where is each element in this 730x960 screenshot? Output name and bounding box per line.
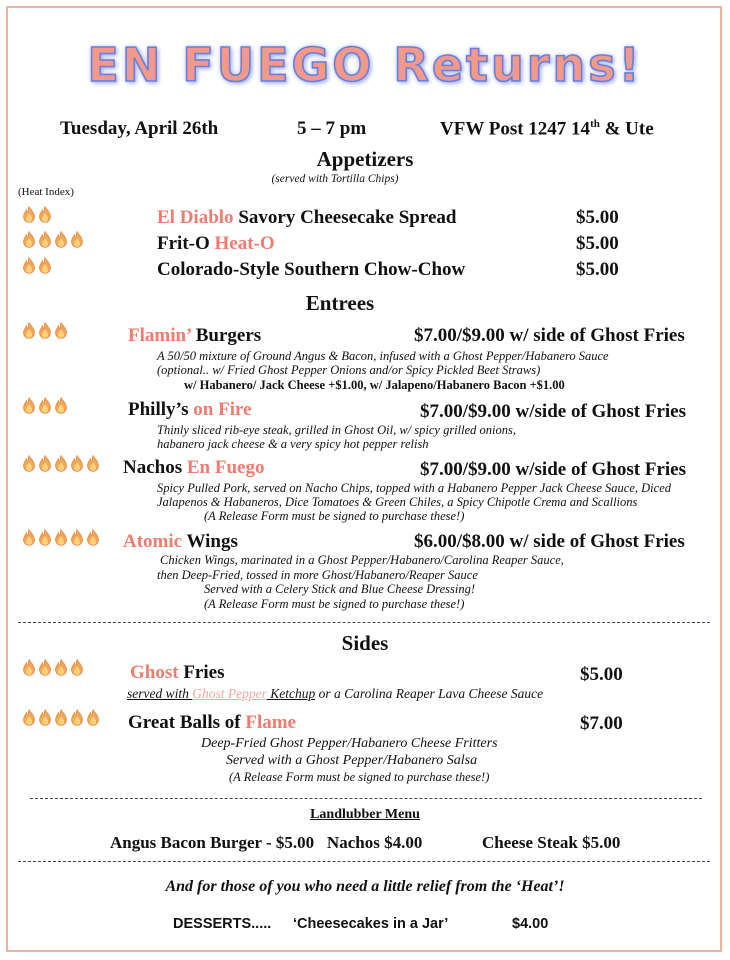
flame-icon (38, 206, 52, 223)
desserts-label: DESSERTS..... (173, 916, 272, 932)
side-description: served with Ghost Pepper Ketchup or a Carolina Reaper Lava Cheese Sauce (127, 686, 544, 701)
flame-icon (70, 529, 84, 546)
landlubber-heading: Landlubber Menu (310, 807, 420, 822)
side-price: $7.00 (580, 713, 623, 734)
flame-icon (54, 397, 68, 414)
side-description: Served with a Ghost Pepper/Habanero Salsa (226, 753, 478, 768)
heat-rating (22, 659, 84, 676)
appetizer-chow-chow: Colorado-Style Southern Chow-Chow (157, 259, 466, 280)
flame-icon (38, 231, 52, 248)
menu-title: EN FUEGO Returns! (87, 38, 643, 92)
entree-price: $7.00/$9.00 w/side of Ghost Fries (420, 401, 686, 422)
appetizers-heading: Appetizers (316, 147, 414, 171)
entree-philly: Philly’s on Fire (128, 399, 252, 420)
flame-icon (54, 659, 68, 676)
flame-icon (38, 257, 52, 274)
entree-nachos: Nachos En Fuego (123, 457, 265, 478)
heat-rating (22, 709, 100, 726)
sides-heading: Sides (341, 631, 389, 655)
divider (18, 861, 710, 862)
flame-icon (22, 231, 36, 248)
side-ghost-fries: Ghost Fries (130, 662, 225, 683)
entree-description: Thinly sliced rib-eye steak, grilled in Ghost Oil, w/ spicy grilled onions, (157, 423, 516, 437)
entree-description: Served with a Celery Stick and Blue Cheese Dressing! (204, 582, 475, 596)
flame-icon (38, 529, 52, 546)
entree-description: Chicken Wings, marinated in a Ghost Pepper/Habanero/Carolina Reaper Sauce, (160, 553, 564, 567)
side-great-balls: Great Balls of Flame (128, 712, 296, 733)
heat-rating (22, 322, 68, 339)
relief-note: And for those of you who need a little relief from the ‘Heat’! (165, 878, 565, 895)
heat-rating (22, 257, 52, 274)
heat-index-label: (Heat Index) (18, 186, 74, 198)
landlubber-items: Angus Bacon Burger - $5.00 Nachos $4.00 (110, 833, 423, 852)
flame-icon (54, 322, 68, 339)
appetizer-price: $5.00 (576, 233, 619, 254)
entree-description: (optional.. w/ Fried Ghost Pepper Onions and/or Spicy Pickled Beet Straws) (157, 363, 541, 377)
entree-description: Jalapenos & Habaneros, Dice Tomatoes & Green Chiles, a Spicy Chipotle Crema and Scallions (157, 495, 638, 509)
dessert-item: ‘Cheesecakes in a Jar’ (293, 916, 449, 932)
appetizer-frit-o: Frit-O Heat-O (157, 233, 275, 254)
flame-icon (54, 709, 68, 726)
flame-icon (70, 455, 84, 472)
entree-description: A 50/50 mixture of Ground Angus & Bacon, infused with a Ghost Pepper/Habanero Sauce (157, 349, 609, 363)
flame-icon (38, 659, 52, 676)
flame-icon (22, 455, 36, 472)
flame-icon (22, 709, 36, 726)
side-description: Deep-Fried Ghost Pepper/Habanero Cheese Fritters (201, 736, 498, 751)
entree-addons: w/ Habanero/ Jack Cheese +$1.00, w/ Jalapeno/Habanero Bacon +$1.00 (184, 378, 565, 392)
event-date: Tuesday, April 26th (60, 118, 219, 139)
appetizer-price: $5.00 (576, 259, 619, 280)
divider (18, 622, 710, 623)
entree-flamin-burgers: Flamin’ Burgers (128, 325, 262, 346)
entree-price: $7.00/$9.00 w/ side of Ghost Fries (414, 325, 685, 346)
event-time: 5 – 7 pm (297, 118, 367, 139)
appetizer-el-diablo: El Diablo Savory Cheesecake Spread (157, 207, 457, 228)
heat-rating (22, 529, 100, 546)
flame-icon (38, 455, 52, 472)
entree-description: Spicy Pulled Pork, served on Nacho Chips, topped with a Habanero Pepper Jack Cheese Sauce, Diced (157, 481, 671, 495)
dessert-price: $4.00 (512, 916, 549, 932)
flame-icon (22, 322, 36, 339)
flame-icon (54, 529, 68, 546)
flame-icon (22, 529, 36, 546)
appetizer-price: $5.00 (576, 207, 619, 228)
entree-atomic-wings: Atomic Wings (123, 531, 238, 552)
event-venue: VFW Post 1247 14th & Ute (440, 118, 654, 140)
divider (30, 798, 702, 799)
entrees-heading: Entrees (305, 291, 375, 315)
flame-icon (22, 397, 36, 414)
appetizers-subheading: (served with Tortilla Chips) (271, 173, 399, 185)
side-price: $5.00 (580, 664, 623, 685)
entree-price: $6.00/$8.00 w/ side of Ghost Fries (414, 531, 685, 552)
flame-icon (86, 709, 100, 726)
flame-icon (38, 322, 52, 339)
flame-icon (86, 529, 100, 546)
flame-icon (38, 397, 52, 414)
flame-icon (70, 659, 84, 676)
flame-icon (70, 709, 84, 726)
entree-description: then Deep-Fried, tossed in more Ghost/Habanero/Reaper Sauce (157, 568, 478, 582)
heat-rating (22, 206, 52, 223)
flame-icon (54, 231, 68, 248)
heat-rating (22, 397, 68, 414)
release-form-note: (A Release Form must be signed to purchase these!) (204, 509, 465, 523)
flame-icon (22, 659, 36, 676)
flame-icon (86, 455, 100, 472)
heat-rating (22, 455, 100, 472)
landlubber-cheese-steak: Cheese Steak $5.00 (482, 833, 621, 852)
entree-description: habanero jack cheese & a very spicy hot pepper relish (157, 437, 429, 451)
heat-rating (22, 231, 84, 248)
flame-icon (22, 206, 36, 223)
release-form-note: (A Release Form must be signed to purchase these!) (204, 597, 465, 611)
flame-icon (54, 455, 68, 472)
flame-icon (38, 709, 52, 726)
entree-price: $7.00/$9.00 w/side of Ghost Fries (420, 459, 686, 480)
flame-icon (22, 257, 36, 274)
flame-icon (70, 231, 84, 248)
release-form-note: (A Release Form must be signed to purchase these!) (229, 770, 490, 784)
